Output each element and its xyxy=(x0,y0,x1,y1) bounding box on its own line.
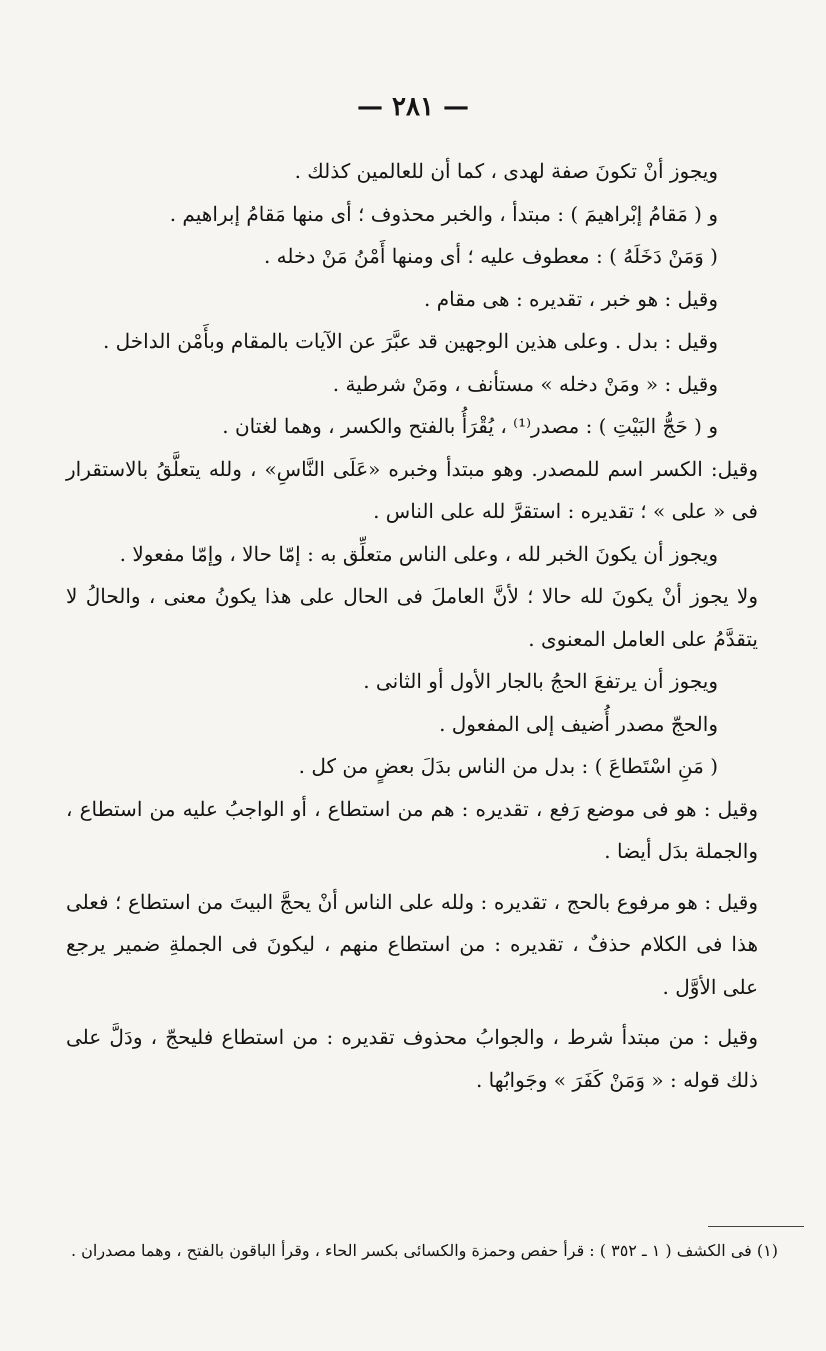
paragraph: وقيل : هو فى موضع رَفع ، تقديره : هم من استطاع ، أو الواجبُ عليه من استطاع ، والجملة بدَل أيضا . xyxy=(66,796,758,863)
paragraph: وقيل : هو خبر ، تقديره : هى مقام . xyxy=(423,286,718,311)
paragraph: وقيل : من مبتدأ شرط ، والجوابُ محذوف تقديره : من استطاع فليحجّ ، ودَلَّ على ذلك قوله : « وَمَنْ كَفَرَ » وجَوابُها . xyxy=(66,1025,758,1092)
paragraph: وقيل: الكسر اسم للمصدر. وهو مبتدأ وخبره «عَلَى النَّاسِ» ، ولله يتعلَّقُ بالاستقرار فى « على » ؛ تقديره : استقرَّ لله على الناس . xyxy=(66,456,758,523)
paragraph: وقيل : بدل . وعلى هذين الوجهين قد عبَّرَ عن الآيات بالمقام وبأَمْن الداخل . xyxy=(102,329,718,353)
main-text xyxy=(66,150,758,1101)
paragraph: ( مَنِ اسْتَطاعَ ) : بدل من الناس بدَلَ بعضٍ من كل . xyxy=(298,754,718,778)
paragraph: ويجوز أن يرتفعَ الحجُ بالجار الأول أو الثانى . xyxy=(363,669,718,693)
footnotes xyxy=(66,1236,778,1265)
paragraph: ولا يجوز أنْ يكونَ لله حالا ؛ لأنَّ العاملَ فى الحال على هذا يكونُ معنى ، والحالُ لا يتقدَّمُ على العامل المعنوى . xyxy=(66,584,758,651)
paragraph: ويجوز أنْ تكونَ صفة لهدى ، كما أن للعالمين كذلك . xyxy=(294,159,718,183)
page-number: — ٢٨١ — xyxy=(356,92,470,122)
footnote: (١) فى الكشف ( ١ ـ ٣٥٢ ) : قرأ حفص وحمزة والكسائى بكسر الحاء ، وقرأ الباقون بالفتح ، وهما مصدران . xyxy=(71,1241,778,1260)
footnote-separator xyxy=(708,1226,804,1227)
paragraph: و ( مَقامُ إبْراهيمَ ) : مبتدأ ، والخبر محذوف ؛ أى منها مَقامُ إبراهيم . xyxy=(169,201,718,226)
paragraph: والحجّ مصدر أُضيف إلى المفعول . xyxy=(439,711,718,736)
paragraph: وقيل : هو مرفوع بالحج ، تقديره : ولله على الناس أنْ يحجَّ البيتَ من استطاع ؛ فعلى هذا فى الكلام حذفٌ ، تقديره : من استطاع منهم ، ليكونَ فى الجملةِ ضمير يرجع على الأوَّل . xyxy=(66,889,758,999)
paragraph: وقيل : « ومَنْ دخله » مستأنف ، ومَنْ شرطية . xyxy=(332,371,718,396)
paragraph: ويجوز أن يكونَ الخبر لله ، وعلى الناس متعلِّق به : إمّا حالا ، وإمّا مفعولا . xyxy=(119,541,718,566)
paragraph: ( وَمَنْ دَخَلَهُ ) : معطوف عليه ؛ أى ومنها أَمْنُ مَنْ دخله . xyxy=(263,244,718,268)
paragraph: و ( حَجُّ البَيْتِ ) : مصدر⁽¹⁾ ، يُقْرَأُ بالفتح والكسر ، وهما لغتان . xyxy=(222,414,718,438)
